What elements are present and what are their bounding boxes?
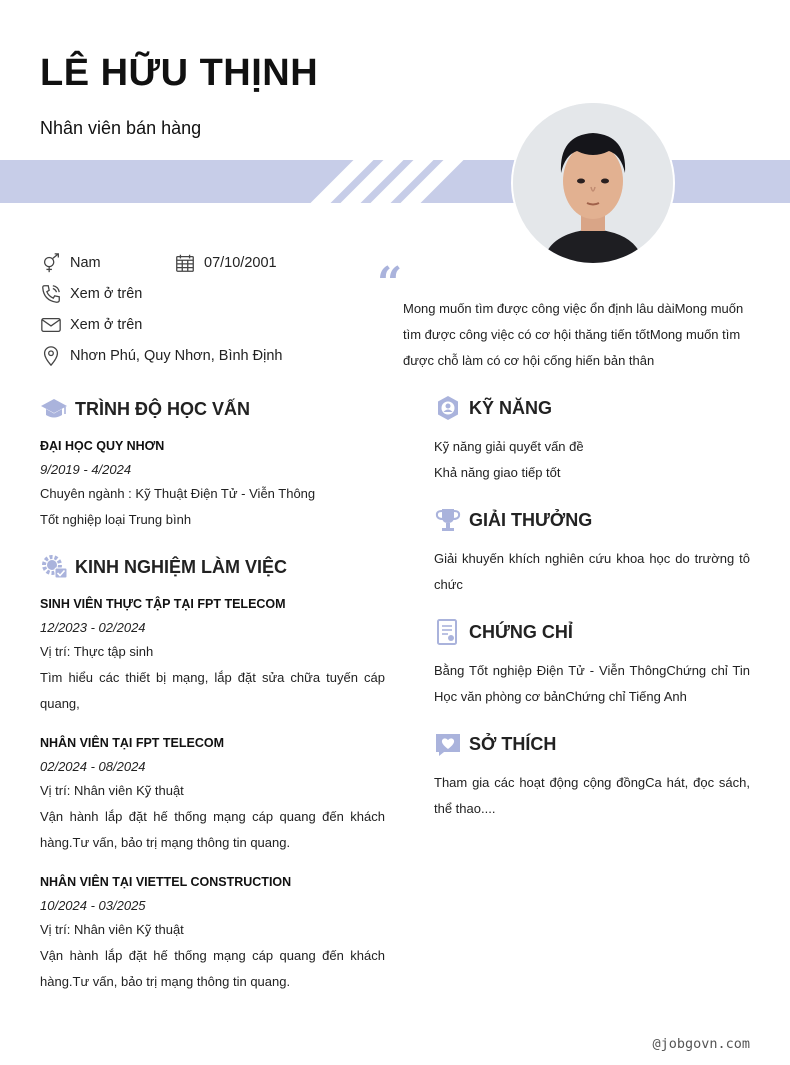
location-icon <box>40 345 62 367</box>
skill-item: Khả năng giao tiếp tốt <box>434 465 561 480</box>
gender-value: Nam <box>70 255 101 271</box>
skill-item: Kỹ năng giải quyết vấn đề <box>434 439 584 454</box>
job-title: NHÂN VIÊN TẠI FPT TELECOM <box>40 736 225 750</box>
contact-birthdate <box>174 252 277 274</box>
quote-icon: “ <box>377 258 403 309</box>
address-value: Nhơn Phú, Quy Nhơn, Bình Định <box>70 348 283 364</box>
awards-text: Giải khuyến khích nghiên cứu khoa học do trường tô chức <box>434 551 750 592</box>
email-icon <box>40 314 62 336</box>
experience-job <box>40 593 385 717</box>
job-title: NHÂN VIÊN TẠI VIETTEL CONSTRUCTION <box>40 875 292 889</box>
education-heading <box>40 395 250 423</box>
awards-heading <box>434 506 592 534</box>
job-position: Vị trí: Nhân viên Kỹ thuật <box>40 783 184 798</box>
education-school: ĐẠI HỌC QUY NHƠN <box>40 439 165 453</box>
job-description: Vận hành lắp đặt hế thống mạng cáp quang đến khách hàng.Tư vấn, bảo trị mạng thông tin quang. <box>40 948 385 989</box>
experience-job <box>40 871 385 995</box>
education-grade: Tốt nghiệp loại Trung bình <box>40 512 192 527</box>
education-major: Chuyên ngành : Kỹ Thuật Điện Tử - Viễn Thông <box>40 486 316 501</box>
heart-chat-icon <box>434 730 462 758</box>
education-block <box>40 435 385 533</box>
profile-photo <box>511 101 675 265</box>
contact-email <box>40 314 142 336</box>
calendar-icon <box>174 252 196 274</box>
footer-watermark: @jobgovn.com <box>652 1036 750 1052</box>
skills-heading <box>434 394 552 422</box>
contact-address <box>40 345 282 367</box>
phone-value: Xem ở trên <box>70 286 143 302</box>
job-position: Vị trí: Thực tập sinh <box>40 644 154 659</box>
awards-title: GIẢI THƯỞNG <box>469 509 593 530</box>
job-description: Tìm hiểu các thiết bị mạng, lắp đặt sửa chữa tuyến cáp quang, <box>40 670 385 711</box>
candidate-name: LÊ HỮU THỊNH <box>40 52 319 94</box>
certificates-text: Bằng Tốt nghiệp Điện Tử - Viễn ThôngChứng chỉ Tin Học văn phòng cơ bảnChứng chỉ Tiếng Anh <box>434 663 750 704</box>
skills-list <box>434 434 750 486</box>
trophy-icon <box>434 506 462 534</box>
hobbies-title: SỞ THÍCH <box>469 733 557 754</box>
skills-title: KỸ NĂNG <box>469 397 553 418</box>
gear-check-icon <box>40 553 68 581</box>
email-value: Xem ở trên <box>70 317 143 333</box>
contact-phone <box>40 283 142 305</box>
experience-job <box>40 732 385 856</box>
experience-heading <box>40 553 287 581</box>
candidate-role: Nhân viên bán hàng <box>40 118 202 138</box>
job-position: Vị trí: Nhân viên Kỹ thuật <box>40 922 184 937</box>
certificate-icon <box>434 618 462 646</box>
education-period: 9/2019 - 4/2024 <box>40 462 132 477</box>
job-period: 10/2024 - 03/2025 <box>40 898 146 913</box>
certificates-heading <box>434 618 573 646</box>
skill-badge-icon <box>434 394 462 422</box>
experience-title: KINH NGHIỆM LÀM VIỆC <box>75 556 288 577</box>
job-period: 02/2024 - 08/2024 <box>40 759 146 774</box>
hobbies-text: Tham gia các hoạt động cộng đồngCa hát, đọc sách, thể thao.... <box>434 775 750 816</box>
gender-icon <box>40 252 62 274</box>
certificates-title: CHỨNG CHỈ <box>469 621 573 642</box>
job-period: 12/2023 - 02/2024 <box>40 620 146 635</box>
career-objective: Mong muốn tìm được công việc ổn định lâu dàiMong muốn tìm được công việc có cơ hội thăng tiến tốtMong muốn tìm được chỗ làm có cơ hội cống hiến bản thân <box>403 301 744 368</box>
job-description: Vận hành lắp đặt hế thống mạng cáp quang đến khách hàng.Tư vấn, bảo trị mạng thông tin quang. <box>40 809 385 850</box>
education-title: TRÌNH ĐỘ HỌC VẤN <box>75 398 250 419</box>
job-title: SINH VIÊN THỰC TẬP TẠI FPT TELECOM <box>40 597 286 611</box>
hobbies-heading <box>434 730 556 758</box>
birthdate-value: 07/10/2001 <box>204 255 277 271</box>
contact-gender <box>40 252 101 274</box>
phone-icon <box>40 283 62 305</box>
graduation-cap-icon <box>40 395 68 423</box>
